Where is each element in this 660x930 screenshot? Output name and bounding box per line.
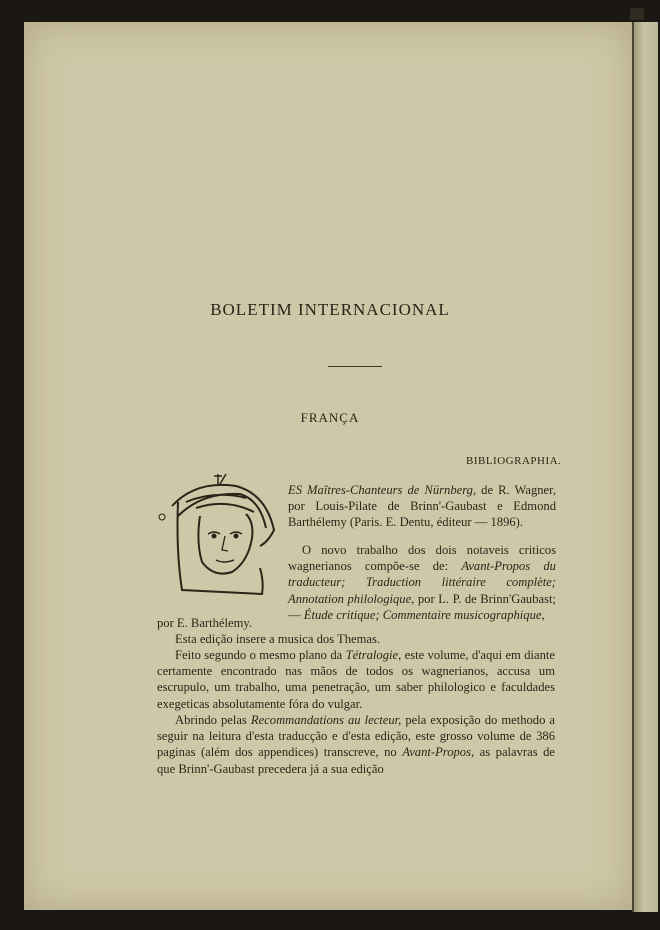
- section-country: FRANÇA: [300, 410, 360, 425]
- p4-italic: Tétralogie,: [345, 648, 402, 662]
- p4-end: este volume, d'aqui em diante certamente encontrado nas mãos de todos os wagnerianos, accusa um escrupulo, um trabalho, uma penetração, um saber philologico e faculdades exegeticas absolutamente fóra do vulgar.: [157, 648, 555, 711]
- p2-end: por E. Barthélemy.: [157, 616, 253, 630]
- p5-start: Abrindo pelas: [175, 713, 247, 727]
- entry-heading-paragraph: [288, 482, 556, 531]
- paragraph-tetralogie: [157, 647, 555, 712]
- paragraph-composition-end: [157, 615, 557, 631]
- p2-intro: O novo trabalho dos dois notaveis criticos wagnerianos compõe-se de:: [288, 543, 556, 574]
- page-marker-tab: [630, 8, 644, 20]
- section-label: BIBLIOGRAPHIA.: [466, 455, 562, 467]
- paragraph-recommandations: [157, 712, 555, 777]
- p5-italic1: Recommandations au lecteur,: [250, 713, 402, 727]
- title-divider: [328, 366, 382, 367]
- paragraph-music-themes: Esta edição insere a musica dos Themas.: [175, 632, 381, 646]
- p2-study-list: Étude critique; Commentaire musicographique,: [303, 607, 545, 622]
- p5-italic2: Avant-Propos,: [402, 745, 475, 760]
- next-page-edge: [632, 22, 658, 912]
- page-title: BOLETIM INTERNACIONAL: [210, 300, 450, 319]
- p5-end: as palavras de que Brinn'-Gaubast precedera já a sua edição: [157, 745, 555, 776]
- p5-mid: pela exposição do methodo a seguir na leitura d'esta traducção e d'esta edição, este grosso volume de 386 paginas (além dos appendices) transcreve, no: [157, 713, 555, 760]
- illustrated-initial-portrait: [156, 472, 278, 600]
- paragraph-composition: [288, 542, 556, 623]
- p2-mid: por L. P. de Brinn'Gaubast; —: [288, 591, 557, 622]
- p2-works-list: Avant-Propos du traducteur; Traduction littéraire complète; Annotation philologique,: [288, 559, 556, 606]
- book-details: de R. Wagner, por Louis-Pilate de Brinn'-Gaubast e Edmond Barthélemy (Paris. E. Dentu, éditeur — 1896).: [288, 483, 556, 530]
- p4-start: Feito segundo o mesmo plano da: [175, 648, 343, 662]
- book-title: ES Maîtres-Chanteurs de Nürnberg,: [288, 483, 477, 497]
